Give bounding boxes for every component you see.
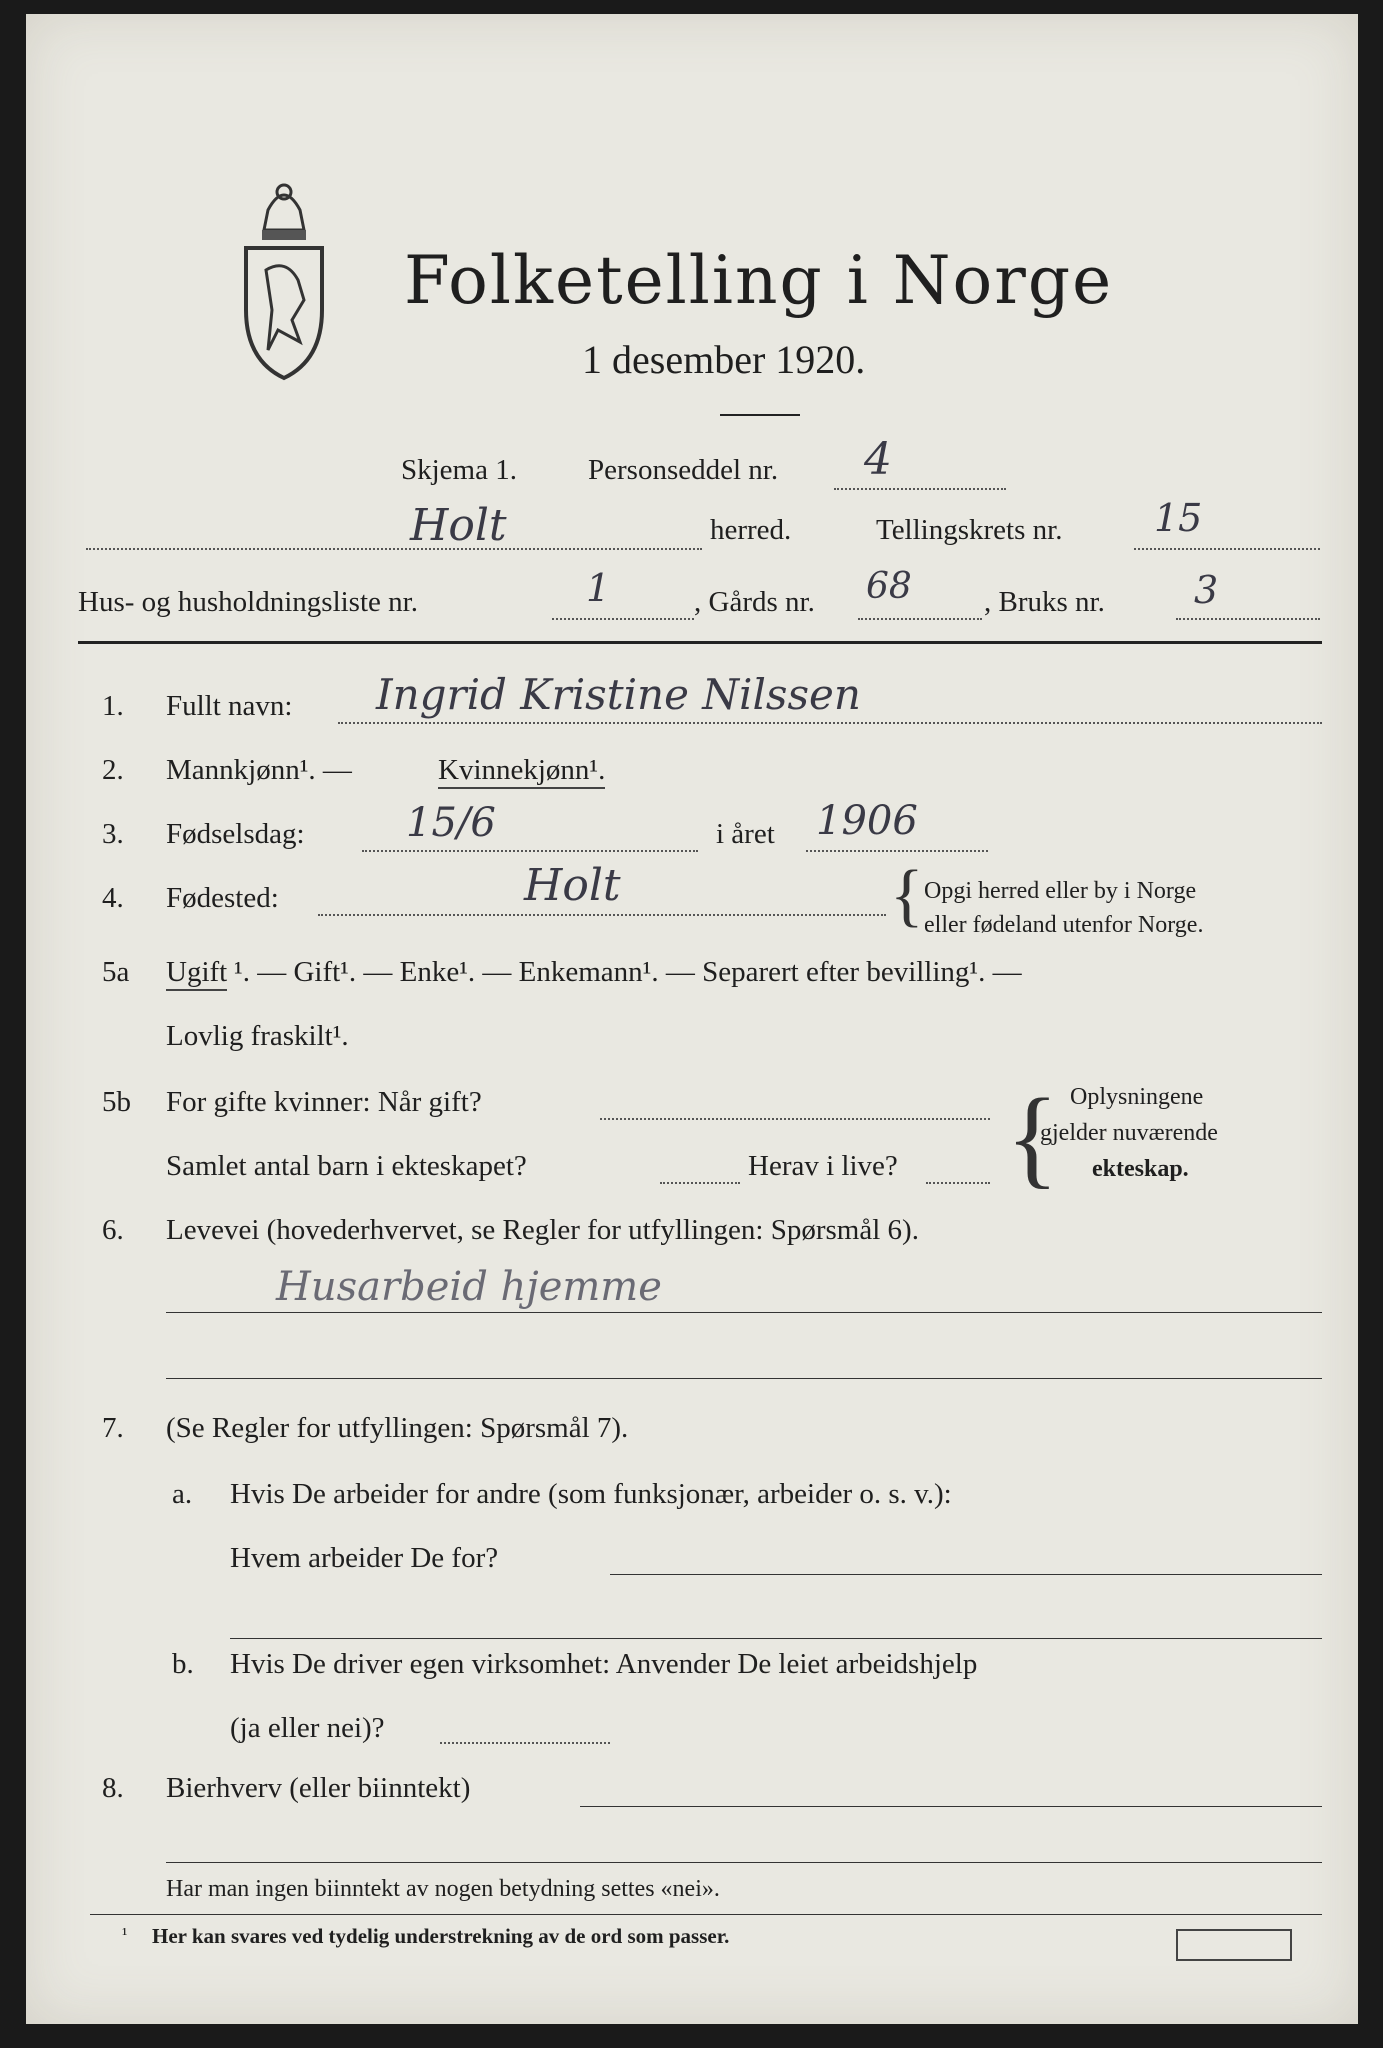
hus-line	[552, 618, 694, 620]
alive-label: Herav i live?	[748, 1150, 898, 1182]
marital-options[interactable]: ¹. — Gift¹. — Enke¹. — Enkemann¹. — Separert efter bevilling¹. —	[234, 956, 1022, 988]
q7a-letter: a.	[172, 1478, 193, 1510]
q3-label: Fødselsdag:	[166, 818, 305, 850]
gards-line	[858, 618, 982, 620]
q7a-line1	[610, 1574, 1322, 1575]
q4-number: 4.	[102, 882, 124, 914]
tellingskrets-line	[1134, 548, 1320, 550]
q4-brace: {	[890, 857, 924, 934]
personseddel-line	[834, 488, 1006, 490]
hus-value[interactable]: 1	[586, 566, 611, 610]
bruks-line	[1176, 618, 1320, 620]
herred-value[interactable]: Holt	[410, 500, 507, 551]
q8-label: Bierhverv (eller biinntekt)	[166, 1772, 471, 1804]
tellingskrets-value[interactable]: 15	[1154, 496, 1203, 540]
personseddel-value[interactable]: 4	[864, 434, 892, 485]
header-rule	[78, 641, 1322, 644]
herred-label: herred.	[710, 514, 792, 546]
female-option[interactable]: Kvinnekjønn¹.	[438, 754, 605, 789]
male-option[interactable]: Mannkjønn¹. —	[166, 754, 352, 786]
tellingskrets-label: Tellingskrets nr.	[876, 514, 1063, 546]
q7a-who-label: Hvem arbeider De for?	[230, 1542, 499, 1574]
q5a-number: 5a	[102, 956, 130, 988]
q7b-letter: b.	[172, 1648, 194, 1680]
occupation-value[interactable]: Husarbeid hjemme	[276, 1264, 662, 1310]
ugift-option[interactable]: Ugift	[166, 956, 227, 991]
q4-label: Fødested:	[166, 882, 279, 914]
skjema-label: Skjema 1.	[401, 454, 517, 486]
personseddel-label: Personseddel nr.	[588, 454, 779, 486]
birthplace-value[interactable]: Holt	[524, 860, 621, 911]
q1-line	[338, 722, 1322, 724]
q5b-married-line	[600, 1118, 990, 1120]
q5b-note-line3: ekteskap.	[1092, 1156, 1189, 1182]
q6-line1	[166, 1312, 1322, 1313]
title-divider	[720, 414, 800, 416]
form-title: Folketelling i Norge	[404, 242, 1114, 319]
q7-label: (Se Regler for utfyllingen: Spørsmål 7).	[166, 1412, 629, 1444]
form-subtitle: 1 desember 1920.	[582, 337, 866, 382]
year-label: i året	[716, 818, 775, 850]
q3-number: 3.	[102, 818, 124, 850]
q7b-line	[440, 1742, 610, 1744]
herred-line	[86, 548, 702, 550]
q1-number: 1.	[102, 690, 124, 722]
bruks-label: , Bruks nr.	[984, 586, 1105, 618]
q7a-label: Hvis De arbeider for andre (som funksjonær, arbeider o. s. v.):	[230, 1478, 952, 1510]
q3-line	[362, 850, 698, 852]
q1-label: Fullt navn:	[166, 690, 293, 722]
q5b-number: 5b	[102, 1086, 131, 1118]
q4-line	[318, 914, 886, 916]
q6-line2	[166, 1378, 1322, 1379]
q8-line1	[580, 1806, 1322, 1807]
q7b-label: Hvis De driver egen virksomhet: Anvender De leiet arbeidshjelp	[230, 1648, 978, 1680]
q8-note: Har man ingen biinntekt av nogen betydning settes «nei».	[166, 1876, 720, 1902]
q8-line2	[166, 1862, 1322, 1863]
q4-note-line1: Opgi herred eller by i Norge	[924, 878, 1197, 904]
footnote-rule	[90, 1914, 1322, 1915]
children-label: Samlet antal barn i ekteskapet?	[166, 1150, 527, 1182]
footnote-text: Her kan svares ved tydelig understrekning av de ord som passer.	[152, 1924, 730, 1948]
q8-number: 8.	[102, 1772, 124, 1804]
q6-label: Levevei (hovederhvervet, se Regler for utfyllingen: Spørsmål 6).	[166, 1214, 919, 1246]
full-name-value[interactable]: Ingrid Kristine Nilssen	[376, 670, 861, 719]
children-line	[660, 1182, 740, 1184]
coat-of-arms-icon	[238, 170, 330, 382]
q2-number: 2.	[102, 754, 124, 786]
year-line	[806, 850, 988, 852]
q5b-label: For gifte kvinner: Når gift?	[166, 1086, 482, 1118]
footnote-mark: ¹	[122, 1924, 128, 1944]
q4-note-line2: eller fødeland utenfor Norge.	[924, 912, 1204, 938]
alive-line	[926, 1182, 990, 1184]
hus-label: Hus- og husholdningsliste nr.	[78, 586, 418, 618]
birthday-value[interactable]: 15/6	[406, 800, 496, 846]
gards-value[interactable]: 68	[866, 566, 912, 607]
fraskilt-option[interactable]: Lovlig fraskilt¹.	[166, 1020, 349, 1052]
printer-stamp	[1176, 1929, 1292, 1961]
gards-label: , Gårds nr.	[694, 586, 815, 618]
q7b-yesno-label: (ja eller nei)?	[230, 1712, 385, 1744]
q7a-line2	[230, 1638, 1322, 1639]
q5b-note-line1: Oplysningene	[1070, 1084, 1204, 1110]
bruks-value[interactable]: 3	[1194, 568, 1219, 612]
q7-number: 7.	[102, 1412, 124, 1444]
census-form	[26, 14, 1358, 2024]
q5b-note-line2: gjelder nuværende	[1040, 1120, 1218, 1146]
birth-year-value[interactable]: 1906	[816, 798, 918, 844]
q5b-brace: {	[1006, 1076, 1059, 1198]
q6-number: 6.	[102, 1214, 124, 1246]
